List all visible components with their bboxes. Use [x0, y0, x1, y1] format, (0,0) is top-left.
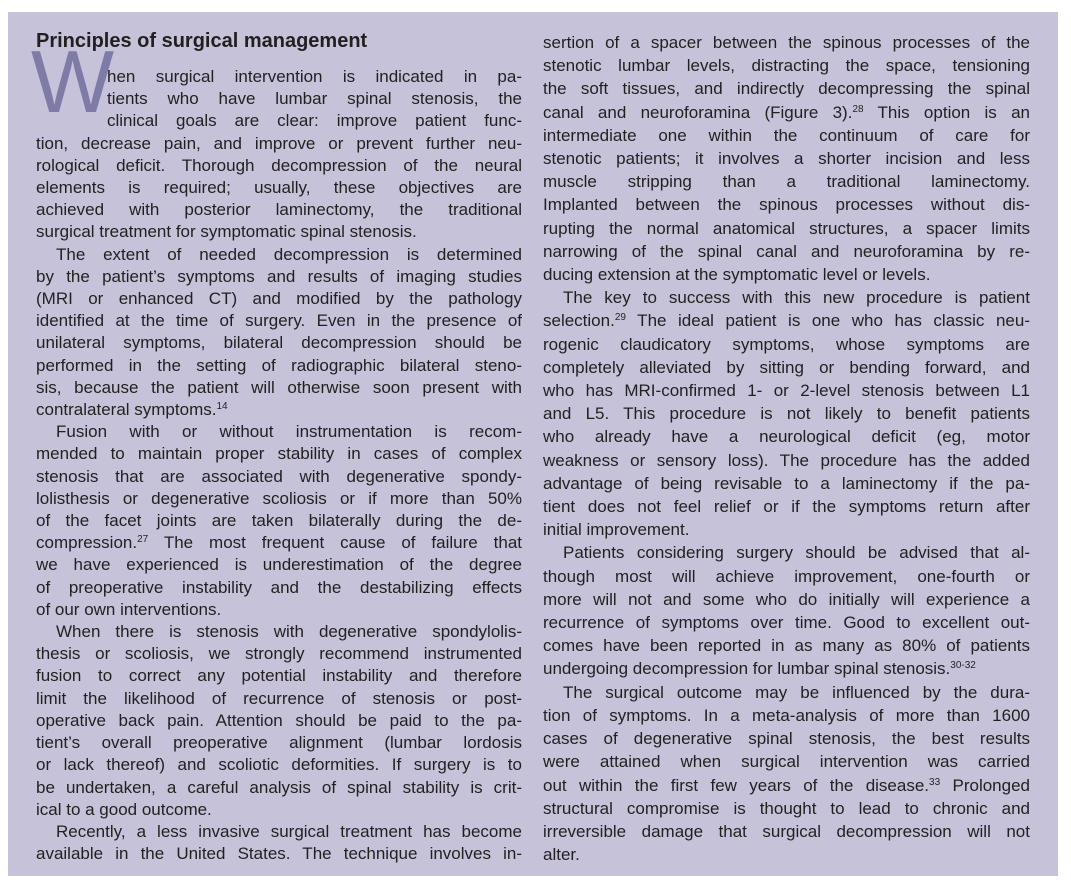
text-line	[543, 402, 1030, 425]
text-line	[543, 657, 1030, 680]
line-text: ical to a good outcome.	[36, 799, 212, 819]
text-line	[543, 240, 1030, 263]
line-text: The key to success with this new procedure is patient	[563, 288, 1030, 308]
text-column-left	[36, 66, 522, 865]
line-text: alter.	[543, 845, 580, 865]
paragraph	[36, 66, 522, 244]
text-line	[543, 681, 1030, 704]
section-heading: Principles of surgical management	[36, 30, 368, 52]
line-text: performed in the setting of radiographic bilateral steno-	[36, 355, 522, 375]
text-line	[36, 155, 522, 177]
line-text: were attained when surgical intervention was carried	[543, 752, 1030, 772]
line-text: Patients considering surgery should be advised that al-	[563, 543, 1030, 563]
text-line	[36, 821, 522, 843]
text-line	[543, 495, 1030, 518]
line-text: ducing extension at the symptomatic level or levels.	[543, 265, 931, 285]
line-text: completely alleviated by sitting or bending forward, and	[543, 357, 1030, 377]
text-line	[543, 309, 1030, 332]
line-text: contralateral symptoms.	[36, 400, 217, 420]
line-text: Recently, a less invasive surgical treatment has become	[56, 821, 522, 841]
line-text: mended to maintain proper stability in cases of complex	[36, 444, 522, 464]
line-text: intermediate one within the continuum of care for	[543, 125, 1030, 145]
text-line	[36, 488, 522, 510]
text-line	[36, 355, 522, 377]
line-text: operative back pain. Attention should be paid to the pa-	[36, 710, 522, 730]
text-line	[36, 199, 522, 221]
text-line	[36, 88, 522, 110]
text-line	[36, 244, 522, 266]
text-line	[36, 577, 522, 599]
text-line	[36, 266, 522, 288]
line-text: When there is stenosis with degenerative spondylolis-	[56, 622, 522, 642]
line-text: (MRI or enhanced CT) and modified by the pathology	[36, 289, 522, 309]
line-text: available in the United States. The technique involves in-	[36, 844, 522, 864]
line-text: the soft tissues, and indirectly decompressing the spinal	[543, 79, 1030, 99]
paragraph	[543, 541, 1030, 680]
line-text: out within the first few years of the disease.	[543, 775, 930, 795]
text-line	[543, 425, 1030, 448]
text-line	[36, 66, 522, 88]
text-line	[543, 77, 1030, 100]
citation-superscript: 33	[929, 776, 941, 788]
line-text: undergoing decompression for lumbar spinal stenosis.	[543, 659, 951, 679]
paragraph	[36, 621, 522, 821]
line-text: hen surgical intervention is indicated in pa-	[107, 67, 522, 86]
text-line	[543, 472, 1030, 495]
line-text: rological deficit. Thorough decompression of the neural	[36, 155, 522, 175]
line-text: stenotic lumbar levels, distracting the space, tensioning	[543, 56, 1030, 76]
text-line	[36, 710, 522, 732]
text-line	[36, 554, 522, 576]
line-text: achieved with posterior laminectomy, the traditional	[36, 200, 522, 220]
text-line	[543, 54, 1030, 77]
citation-superscript: 27	[137, 534, 149, 546]
line-text: of preoperative instability and the destabilizing effects	[36, 577, 522, 597]
line-text: who has MRI-confirmed 1- or 2-level stenosis between L1	[543, 381, 1030, 401]
text-line	[543, 333, 1030, 356]
text-line	[543, 101, 1030, 124]
citation-superscript: 14	[216, 401, 228, 413]
text-line	[543, 170, 1030, 193]
line-text: rupting the normal anatomical structures, a spacer limits	[543, 218, 1030, 238]
text-line	[36, 599, 522, 621]
line-text: sertion of a spacer between the spinous processes of the	[543, 33, 1030, 52]
text-line	[36, 177, 522, 199]
text-line	[543, 449, 1030, 472]
text-line	[36, 466, 522, 488]
line-text: fusion to correct any potential instability and therefore	[36, 666, 522, 686]
line-text: unilateral symptoms, bilateral decompression should be	[36, 333, 522, 353]
line-text-after: This option is an	[863, 102, 1030, 122]
line-text: The extent of needed decompression is determined	[56, 244, 522, 264]
text-line	[543, 217, 1030, 240]
paragraph	[36, 421, 522, 621]
text-line	[36, 399, 522, 421]
text-line	[543, 704, 1030, 727]
text-line	[543, 843, 1030, 866]
text-line	[36, 532, 522, 554]
line-text: tient’s overall preoperative alignment (lumbar lordosis	[36, 733, 522, 753]
line-text: who already have a neurological deficit (eg, motor	[543, 427, 1030, 447]
text-line	[543, 750, 1030, 773]
line-text: of the facet joints are taken bilaterally during the de-	[36, 511, 522, 531]
line-text: tient does not feel relief or if the symptoms return after	[543, 497, 1030, 517]
text-line	[543, 124, 1030, 147]
line-text-after: The ideal patient is one who has classic neu-	[625, 311, 1030, 331]
line-text-after: The most frequent cause of failure that	[148, 533, 522, 553]
paragraph	[543, 286, 1030, 541]
text-line	[543, 774, 1030, 797]
text-line	[36, 110, 522, 132]
citation-superscript: 28	[852, 103, 864, 115]
text-line	[36, 621, 522, 643]
line-text: compression.	[36, 533, 138, 553]
text-line	[543, 634, 1030, 657]
line-text: or lack thereof) and scoliotic deformities. If surgery is to	[36, 755, 522, 775]
text-line	[543, 286, 1030, 309]
line-text: initial improvement.	[543, 520, 690, 540]
line-text: The surgical outcome may be influenced by the dura-	[563, 682, 1030, 702]
paragraph	[36, 821, 522, 865]
line-text: by the patient’s symptoms and results of imaging studies	[36, 266, 522, 286]
line-text: sis, because the patient will otherwise soon present with	[36, 377, 522, 397]
text-line	[36, 332, 522, 354]
line-text: more will not and some who do initially will experience a	[543, 589, 1030, 609]
text-line	[36, 310, 522, 332]
text-line	[543, 518, 1030, 541]
text-line	[36, 799, 522, 821]
text-line	[543, 147, 1030, 170]
line-text: lolisthesis or degenerative scoliosis or if more than 50%	[36, 488, 522, 508]
line-text: Implanted between the spinous processes without dis-	[543, 195, 1030, 215]
paragraph	[36, 244, 522, 422]
line-text: comes have been reported in as many as 80% of patients	[543, 636, 1030, 656]
line-text: cases of degenerative spinal stenosis, the best results	[543, 729, 1030, 749]
text-line	[543, 611, 1030, 634]
line-text: canal and neuroforamina (Figure 3).	[543, 102, 853, 122]
text-line	[36, 665, 522, 687]
line-text: recurrence of symptoms over time. Good to excellent out-	[543, 613, 1030, 633]
line-text: of our own interventions.	[36, 599, 222, 619]
text-line	[36, 510, 522, 532]
text-line	[36, 843, 522, 865]
text-line	[36, 643, 522, 665]
line-text: weakness or sensory loss). The procedure has the added	[543, 450, 1030, 470]
line-text: stenosis that are associated with degenerative spondy-	[36, 466, 522, 486]
line-text: be undertaken, a careful analysis of spinal stability is crit-	[36, 777, 522, 797]
line-text: tients who have lumbar spinal stenosis, the	[107, 89, 522, 109]
text-line	[543, 820, 1030, 843]
text-line	[543, 263, 1030, 286]
text-line	[543, 356, 1030, 379]
line-text: elements is required; usually, these objectives are	[36, 178, 522, 198]
text-line	[543, 541, 1030, 564]
line-text: though most will achieve improvement, one-fourth or	[543, 566, 1030, 586]
citation-superscript: 30-32	[950, 660, 976, 672]
text-line	[36, 754, 522, 776]
line-text: limit the likelihood of recurrence of stenosis or post-	[36, 688, 522, 708]
line-text: selection.	[543, 311, 615, 331]
text-line	[36, 688, 522, 710]
drop-cap: W	[31, 32, 115, 131]
text-line	[543, 727, 1030, 750]
line-text: advantage of being revisable to a laminectomy if the pa-	[543, 473, 1030, 493]
line-text: muscle stripping than a traditional laminectomy.	[543, 172, 1030, 192]
line-text: and L5. This procedure is not likely to benefit patients	[543, 404, 1030, 424]
citation-superscript: 29	[614, 312, 626, 324]
text-line	[543, 31, 1030, 54]
line-text: tion, decrease pain, and improve or prevent further neu-	[36, 133, 522, 153]
text-line	[543, 588, 1030, 611]
text-line	[36, 288, 522, 310]
paragraph	[543, 681, 1030, 867]
text-line	[36, 443, 522, 465]
line-text: clinical goals are clear: improve patient func-	[107, 111, 522, 131]
line-text: structural compromise is thought to lead to chronic and	[543, 798, 1030, 818]
text-line	[543, 565, 1030, 588]
line-text: surgical treatment for symptomatic spinal stenosis.	[36, 222, 417, 242]
line-text: identified at the time of surgery. Even in the presence of	[36, 311, 522, 331]
line-text: Fusion with or without instrumentation is recom-	[56, 422, 522, 442]
line-text: we have experienced is underestimation of the degree	[36, 555, 522, 575]
text-line	[36, 732, 522, 754]
text-line	[36, 777, 522, 799]
line-text: irreversible damage that surgical decompression will not	[543, 821, 1030, 841]
text-line	[36, 421, 522, 443]
text-line	[36, 377, 522, 399]
line-text: tion of symptoms. In a meta-analysis of more than 1600	[543, 705, 1030, 725]
line-text: stenotic patients; it involves a shorter incision and less	[543, 149, 1030, 169]
paragraph	[543, 31, 1030, 286]
text-column-right	[543, 31, 1030, 866]
text-line	[543, 193, 1030, 216]
text-line	[36, 221, 522, 243]
line-text-after: Prolonged	[940, 775, 1030, 795]
line-text: thesis or scoliosis, we strongly recommend instrumented	[36, 644, 522, 664]
text-line	[543, 379, 1030, 402]
text-line	[543, 797, 1030, 820]
line-text: narrowing of the spinal canal and neuroforamina by re-	[543, 241, 1030, 261]
text-line	[36, 133, 522, 155]
line-text: rogenic claudicatory symptoms, whose symptoms are	[543, 334, 1030, 354]
